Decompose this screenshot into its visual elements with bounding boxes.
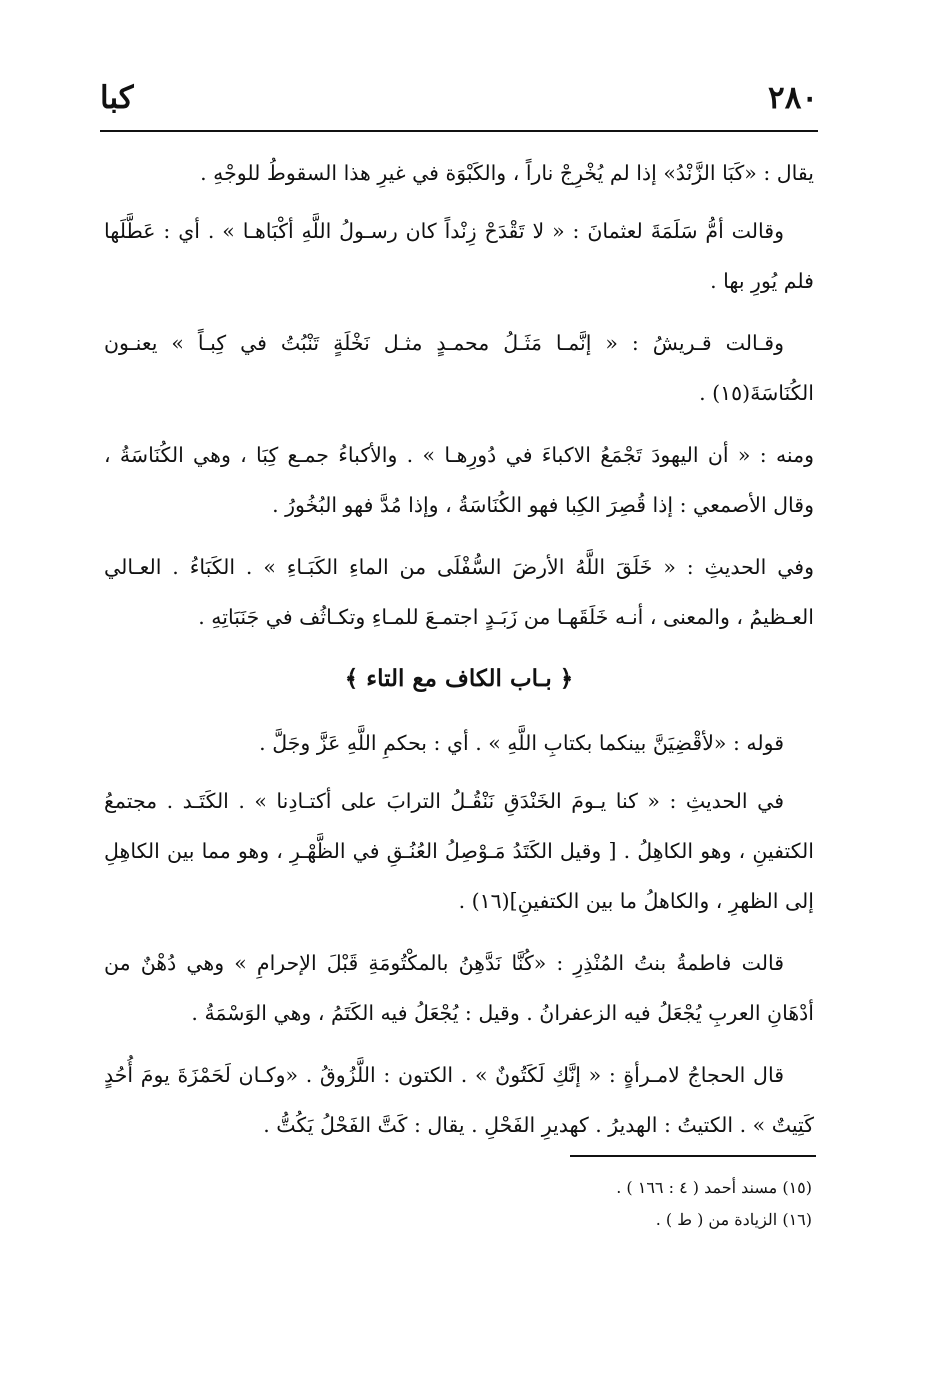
footnote: (١٥) مسند أحمد ( ٤ : ١٦٦ ) . [616, 1178, 812, 1197]
paragraph: ومنه : « أن اليهودَ تَجْمَعُ الاكباءَ في دُورِهـا » . والأكباءُ جمـع كِبَا ، وهي الكُنَاسَةُ ، وقال الأصمعي : إذا قُصِرَ الكِبا فهو الكُنَاسَةُ ، وإذا مُدَّ فهو البُخُورُ . [104, 443, 814, 517]
paragraph: قوله : «لأقْضِيَنَّ بينكما بكتابِ اللَّهِ » . أي : بحكمِ اللَّهِ عَزَّ وجَلَّ . [259, 731, 784, 755]
paragraph: وقالت أمُّ سَلَمَةَ لعثمانَ : « لا تَقْدَحْ زِنْداً كان رسـولُ اللَّهِ أكْبَاهـا » . أي : عَطَّلَها فلم يُورِ بها . [104, 219, 814, 293]
page-number: ٢٨٠ [768, 80, 818, 116]
paragraph: قالت فاطمةُ بنتُ المُنْذِرِ : «كُنَّا نَدَّهِنُ بالمكْتُومَةِ قَبْلَ الإحرامِ » وهي دُهْنٌ من أدْهَانِ العربِ يُجْعَلُ فيه الزعفرانُ . وقيل : يُجْعَلُ فيه الكَتَمُ ، وهي الوَسْمَةُ . [104, 951, 814, 1025]
running-head-word: كبا [100, 80, 134, 116]
paragraph: يقال : «كَبَا الزَّنْدُ» إذا لم يُخْرِجْ ناراً ، والكَبْوَة في غيرِ هذا السقوطُ للوجْهِ . [200, 161, 814, 185]
running-head [100, 72, 818, 128]
paragraph: قال الحجاجُ لامـرأةٍ : « إنَّكِ لَكَتُونٌ » . الكتون : اللَّزُوقُ . «وكـان لَحَمْزَةَ يومَ أُحُدٍ كَتِيتٌ » . الكتيتُ : الهديرُ . كهديرِ الفَحْلِ . يقال : كَتَّ الفَحْلُ يَكُتُّ . [104, 1063, 814, 1137]
header-rule [100, 130, 818, 132]
main-text [104, 148, 814, 1158]
paragraph: في الحديثِ : « كنا يـومَ الخَنْدَقِ نَنْقُـلُ الترابَ على أكتـادِنا » . الكَتَـد . مجتمعُ الكتفينِ ، وهو الكاهِلُ . [ وقيل الكَتَدُ مَـوْصِلُ العُنُـقِ في الظَّهْـرِ ، وهو مما بين الكاهِلِ إلى الظهرِ ، والكاهلُ ما بين الكتفينِ](١٦) . [104, 789, 814, 913]
footnote-rule [570, 1155, 816, 1157]
footnote: (١٦) الزيادة من ( ط ) . [655, 1210, 812, 1229]
footnotes [400, 1172, 812, 1236]
section-heading: ﴿ بـاب الكاف مع التاء ﴾ [344, 665, 574, 692]
paragraph: وفي الحديثِ : « خَلَقَ اللَّهُ الأرضَ السُّفْلَى من الماءِ الكَبَـاءِ » . الكَبَاءُ . العـالي العـظيمُ ، والمعنى ، أنـه خَلَقَهـا من زَبَـدٍ اجتمـعَ للمـاءِ وتكـاثُف في جَنَبَاتِهِ . [104, 555, 814, 629]
paragraph: وقـالت قـريشُ : « إنَّمـا مَثَـلُ محمـدٍ مثـل نَخْلَةٍ تَنْبُتُ في كِبـاً » يعنـون الكُنَاسَةَ(١٥) . [104, 331, 814, 405]
